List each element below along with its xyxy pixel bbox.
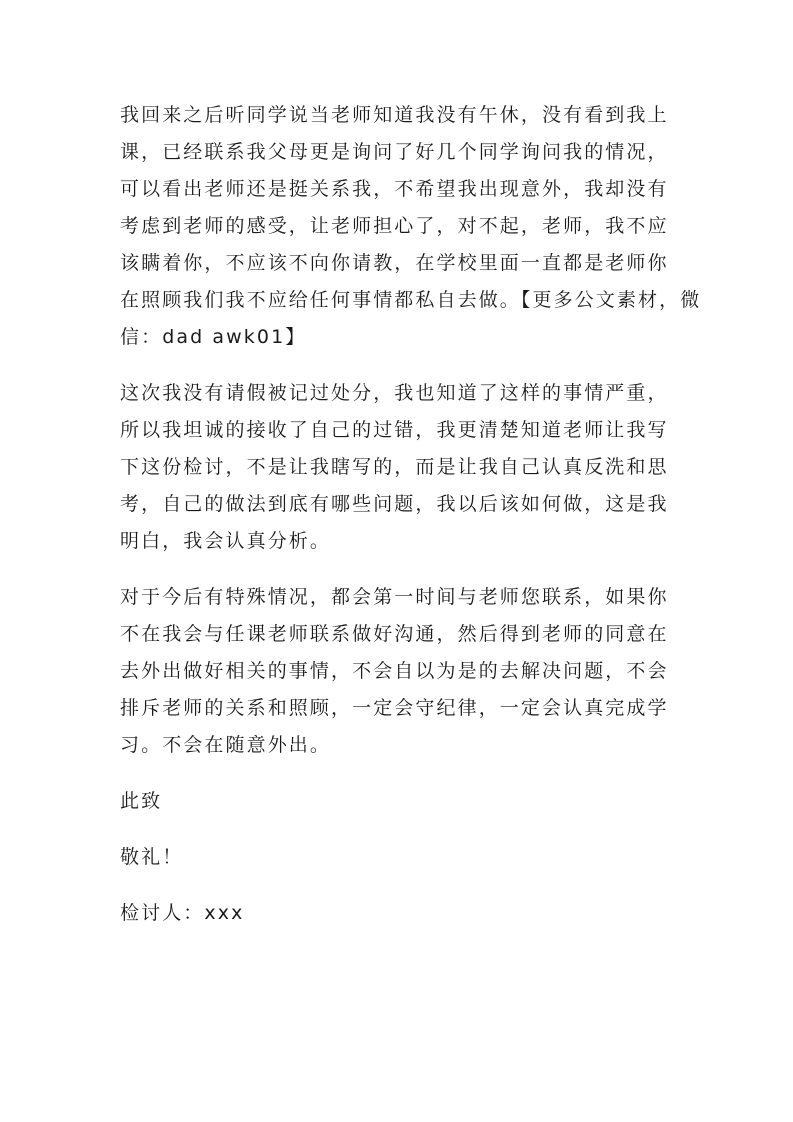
paragraph-line: 排斥老师的关系和照顾，一定会守纪律，一定会认真完成学 [120, 697, 669, 719]
paragraph-line: 明白，我会认真分析。 [120, 530, 332, 552]
paragraph-line: 信：dad awk01】 [120, 326, 307, 348]
paragraph-line: 所以我坦诚的接收了自己的过错，我更清楚知道老师让我写 [120, 419, 669, 441]
signature-text [120, 895, 673, 932]
paragraph-line: 习。不会在随意外出。 [120, 734, 332, 756]
signature-line: 检讨人：xxx [120, 902, 245, 924]
paragraph-line: 课，已经联系我父母更是询问了好几个同学询问我的情况， [120, 141, 669, 163]
paragraph-line: 这次我没有请假被记过处分，我也知道了这样的事情严重， [120, 382, 669, 404]
paragraph-line: 对于今后有特殊情况，都会第一时间与老师您联系，如果你 [120, 586, 669, 608]
paragraph-line: 该瞒着你，不应该不向你请教，在学校里面一直都是老师你 [120, 252, 669, 274]
paragraph-line: 去外出做好相关的事情，不会自以为是的去解决问题，不会 [120, 660, 669, 682]
paragraph-line: 我回来之后听同学说当老师知道我没有午休，没有看到我上 [120, 104, 669, 126]
paragraph-line: 可以看出老师还是挺关系我，不希望我出现意外，我却没有 [120, 178, 669, 200]
closing-line: 此致 [120, 790, 163, 812]
closing-text [120, 783, 673, 820]
paragraph-line: 不在我会与任课老师联系做好沟通，然后得到老师的同意在 [120, 623, 669, 645]
paragraph-line: 考虑到老师的感受，让老师担心了，对不起，老师，我不应 [120, 215, 669, 237]
salute-line: 敬礼！ [120, 846, 184, 868]
salute-text [120, 839, 673, 876]
paragraph-1 [120, 97, 702, 356]
paragraph-line: 在照顾我们我不应给任何事情都私自去做。【更多公文素材，微 [120, 289, 702, 311]
paragraph-2 [120, 375, 673, 560]
paragraph-line: 下这份检讨，不是让我瞎写的，而是让我自己认真反洗和思 [120, 456, 669, 478]
paragraph-line: 考，自己的做法到底有哪些问题，我以后该如何做，这是我 [120, 493, 669, 515]
paragraph-3 [120, 579, 673, 764]
